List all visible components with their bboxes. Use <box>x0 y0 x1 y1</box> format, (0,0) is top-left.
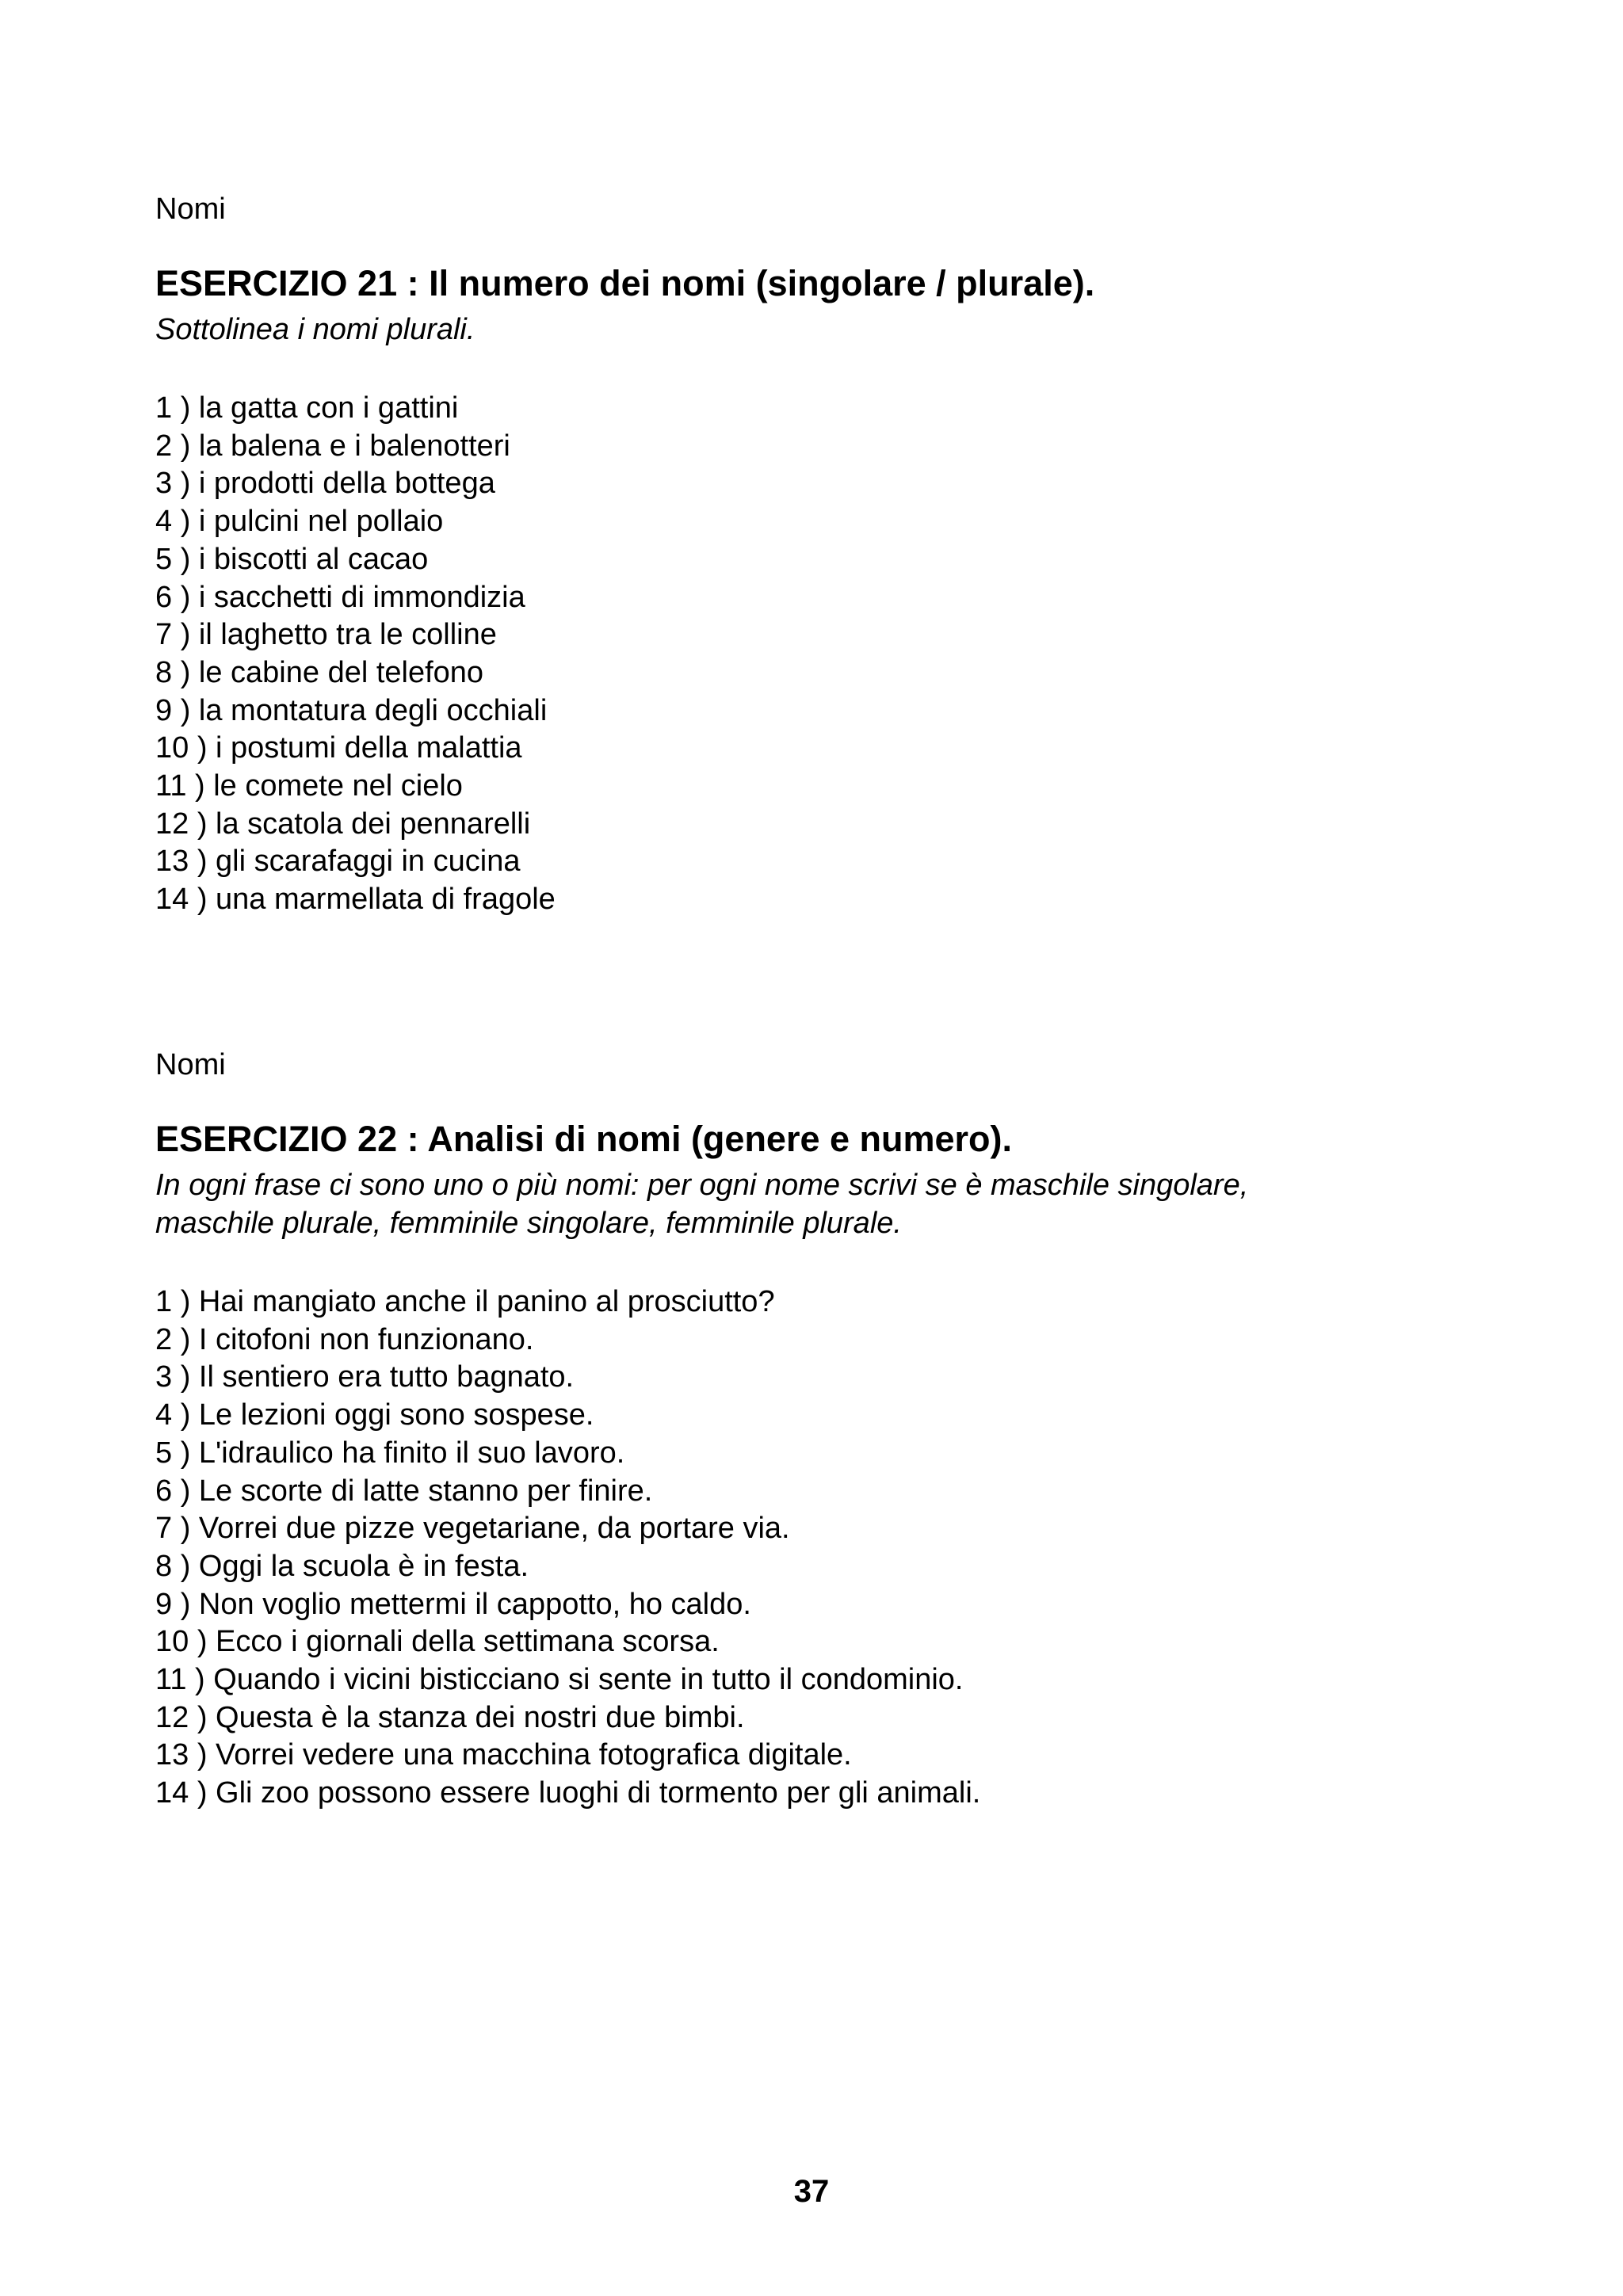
section-category: Nomi <box>155 1048 226 1081</box>
exercise-22 <box>155 1046 1503 1813</box>
list-item: 6 ) Le scorte di latte stanno per finire. <box>155 1474 653 1508</box>
section-category: Nomi <box>155 193 226 226</box>
page-number: 37 <box>793 2174 830 2209</box>
list-item: 12 ) la scatola dei pennarelli <box>155 807 531 841</box>
instruction-line: In ogni frase ci sono uno o più nomi: per ogni nome scrivi se è maschile singolare, <box>155 1169 1249 1202</box>
list-item: 1 ) la gatta con i gattini <box>155 391 459 425</box>
list-item: 8 ) le cabine del telefono <box>155 655 484 689</box>
exercise-21 <box>155 190 1503 919</box>
list-item: 5 ) i biscotti al cacao <box>155 542 429 576</box>
list-item: 8 ) Oggi la scuola è in festa. <box>155 1549 529 1583</box>
list-item: 14 ) una marmellata di fragole <box>155 883 556 917</box>
list-item: 13 ) gli scarafaggi in cucina <box>155 845 521 879</box>
list-item: 11 ) le comete nel cielo <box>155 769 463 803</box>
list-item: 6 ) i sacchetti di immondizia <box>155 580 525 614</box>
list-item: 9 ) Non voglio mettermi il cappotto, ho caldo. <box>155 1587 751 1621</box>
exercise-item-list <box>155 390 1503 919</box>
list-item: 1 ) Hai mangiato anche il panino al prosciutto? <box>155 1285 775 1318</box>
list-item: 12 ) Questa è la stanza dei nostri due bimbi. <box>155 1700 745 1734</box>
list-item: 3 ) Il sentiero era tutto bagnato. <box>155 1360 575 1394</box>
exercise-instruction: Sottolinea i nomi plurali. <box>155 313 475 346</box>
exercise-title: ESERCIZIO 21 : Il numero dei nomi (singolare / plurale). <box>155 263 1095 303</box>
list-item: 4 ) Le lezioni oggi sono sospese. <box>155 1398 594 1432</box>
list-item: 11 ) Quando i vicini bisticciano si sente in tutto il condominio. <box>155 1663 964 1697</box>
exercise-instruction <box>155 1166 1503 1242</box>
list-item: 10 ) i postumi della malattia <box>155 731 522 765</box>
list-item: 3 ) i prodotti della bottega <box>155 467 495 501</box>
list-item: 9 ) la montatura degli occhiali <box>155 693 548 727</box>
list-item: 13 ) Vorrei vedere una macchina fotografica digitale. <box>155 1738 852 1772</box>
list-item: 14 ) Gli zoo possono essere luoghi di tormento per gli animali. <box>155 1776 981 1810</box>
list-item: 2 ) I citofoni non funzionano. <box>155 1322 534 1356</box>
list-item: 7 ) Vorrei due pizze vegetariane, da portare via. <box>155 1512 790 1546</box>
list-item: 4 ) i pulcini nel pollaio <box>155 505 444 539</box>
instruction-line: maschile plurale, femminile singolare, femminile plurale. <box>155 1207 902 1240</box>
list-item: 5 ) L'idraulico ha finito il suo lavoro. <box>155 1436 625 1470</box>
exercise-title: ESERCIZIO 22 : Analisi di nomi (genere e numero). <box>155 1119 1013 1159</box>
list-item: 10 ) Ecco i giornali della settimana scorsa. <box>155 1625 720 1659</box>
list-item: 2 ) la balena e i balenotteri <box>155 429 510 463</box>
exercise-item-list <box>155 1283 1503 1813</box>
list-item: 7 ) il laghetto tra le colline <box>155 618 497 652</box>
